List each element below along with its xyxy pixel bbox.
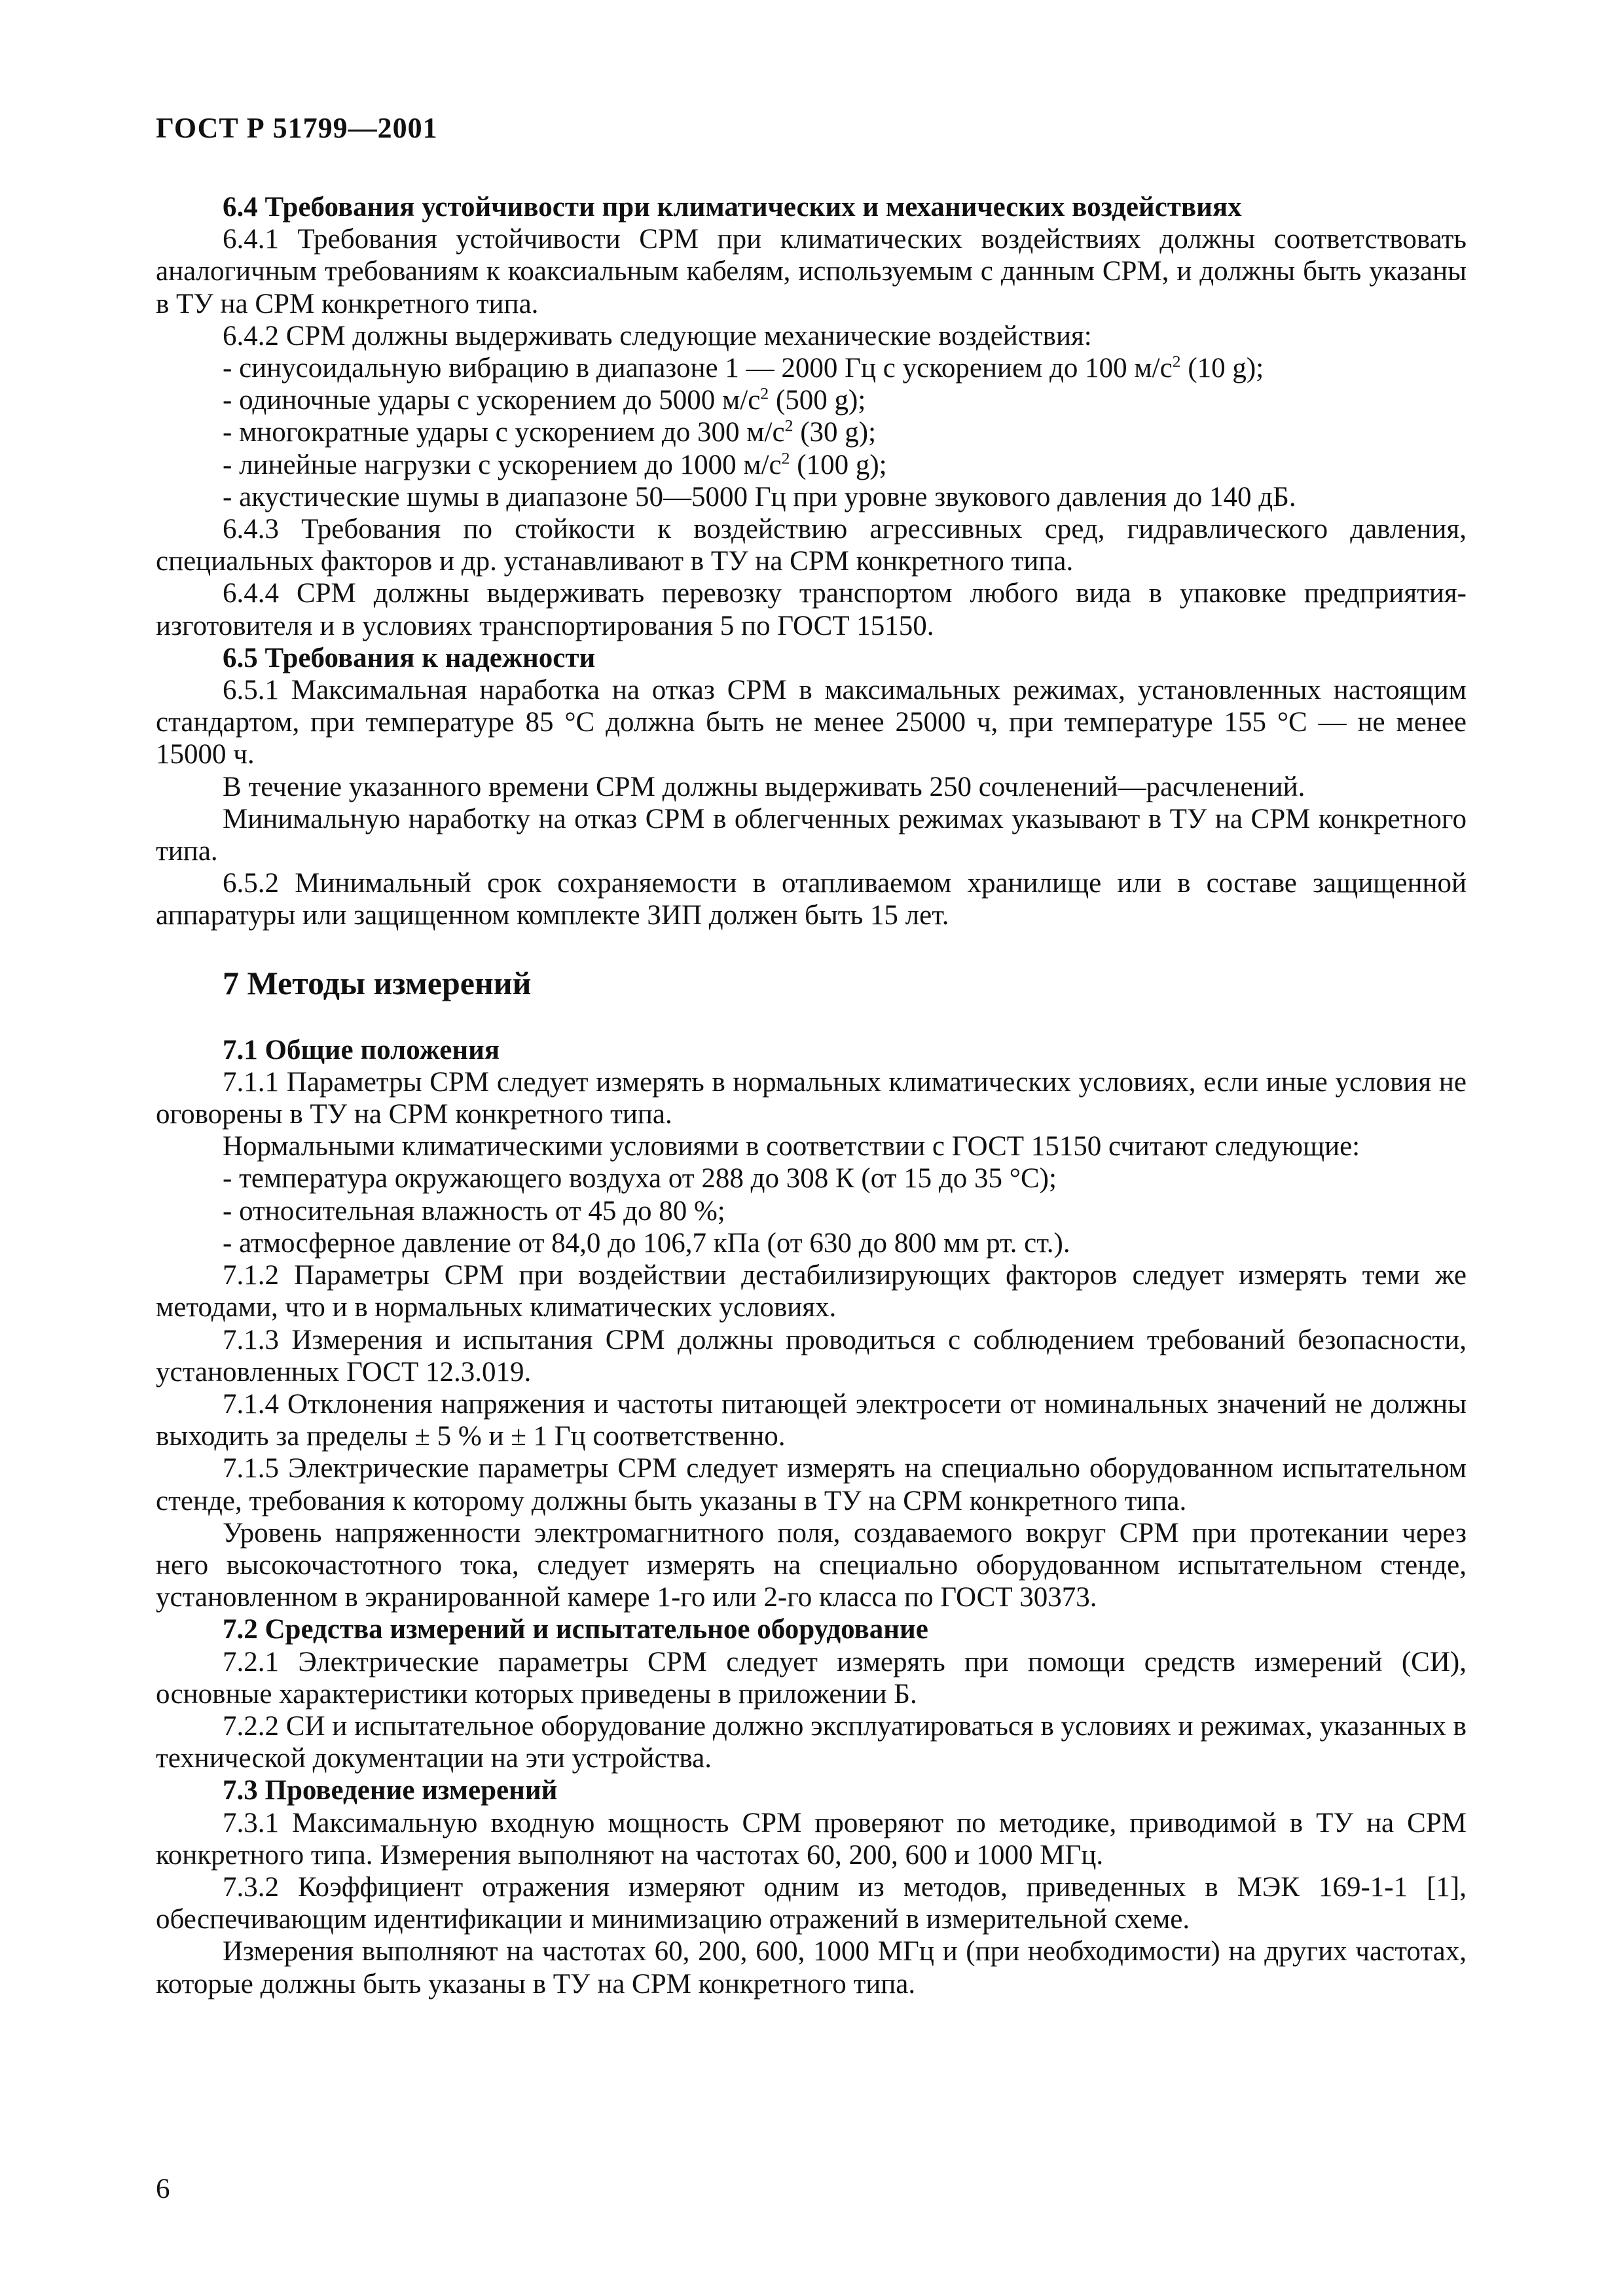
paragraph: 7.1.2 Параметры СРМ при воздействии дестабилизирующих факторов следует измерять теми же методами, что и в нормальных климатических условиях. (156, 1260, 1467, 1323)
superscript: 2 (781, 448, 790, 468)
paragraph: 7.3.2 Коэффициент отражения измеряют одним из методов, приведенных в МЭК 169-1-1 [1], обеспечивающим идентификации и минимизацию отражений в измерительной схеме. (156, 1871, 1467, 1935)
paragraph: В течение указанного времени СРМ должны выдерживать 250 сочленений—расчленений. (223, 771, 1305, 802)
paragraph: 6.5.2 Минимальный срок сохраняемости в отапливаемом хранилище или в составе защищенной аппаратуры или защищенном комплекте ЗИП должен быть 15 лет. (156, 868, 1467, 931)
list-item-text: - одиночные удары с ускорением до 5000 м/с (223, 385, 761, 416)
list-item-text: (100 g); (790, 449, 887, 480)
paragraph: Минимальную наработку на отказ СРМ в облегченных режимах указывают в ТУ на СРМ конкретного типа. (156, 803, 1467, 867)
list-item-text: (10 g); (1180, 353, 1264, 384)
list-item-text: (30 g); (793, 417, 877, 448)
paragraph: 6.5.1 Максимальная наработка на отказ СРМ в максимальных режимах, установленных настоящим стандартом, при температуре 85 °С должна быть не менее 25000 ч, при температуре 155 °С — не менее 15000 ч. (156, 675, 1467, 770)
list-item: - температура окружающего воздуха от 288 до 308 К (от 15 до 35 °С); (223, 1163, 1057, 1194)
list-item-text: (500 g); (769, 385, 866, 416)
list-item (156, 352, 1467, 384)
paragraph: Измерения выполняют на частотах 60, 200, 600, 1000 МГц и (при необходимости) на других частотах, которые должны быть указаны в ТУ на СРМ конкретного типа. (156, 1936, 1467, 2000)
list-item: - акустические шумы в диапазоне 50—5000 Гц при уровне звукового давления до 140 дБ. (223, 481, 1296, 512)
list-item: - относительная влажность от 45 до 80 %; (223, 1195, 725, 1227)
paragraph: 6.4.2 СРМ должны выдерживать следующие механические воздействия: (223, 320, 1092, 351)
subsection-heading: 6.4 Требования устойчивости при климатических и механических воздействиях (223, 192, 1242, 223)
paragraph: Уровень напряженности электромагнитного поля, создаваемого вокруг СРМ при протекании через него высокочастотного тока, следует измерять на специально оборудованном испытательном стенде, установленном в экранированной камере 1-го или 2-го класса по ГОСТ 30373. (156, 1517, 1467, 1613)
subsection-heading: 7.1 Общие положения (223, 1034, 500, 1066)
paragraph: 7.3.1 Максимальную входную мощность СРМ проверяют по методике, приводимой в ТУ на СРМ конкретного типа. Измерения выполняют на частотах 60, 200, 600 и 1000 МГц. (156, 1807, 1467, 1871)
list-item-text: - синусоидальную вибрацию в диапазоне 1 — 2000 Гц с ускорением до 100 м/с (223, 353, 1173, 384)
paragraph: 7.1.5 Электрические параметры СРМ следует измерять на специально оборудованном испытательном стенде, требования к которому должны быть указаны в ТУ на СРМ конкретного типа. (156, 1453, 1467, 1516)
paragraph: 7.1.3 Измерения и испытания СРМ должны проводиться с соблюдением требований безопасности, установленных ГОСТ 12.3.019. (156, 1324, 1467, 1388)
superscript: 2 (784, 416, 793, 436)
paragraph: 7.2.1 Электрические параметры СРМ следует измерять при помощи средств измерений (СИ), основные характеристики которых приведены в приложении Б. (156, 1646, 1467, 1710)
subsection-heading: 7.3 Проведение измерений (223, 1775, 558, 1806)
list-item (156, 449, 1467, 481)
subsection-heading: 7.2 Средства измерений и испытательное оборудование (223, 1614, 928, 1645)
subsection-heading: 6.5 Требования к надежности (223, 642, 596, 673)
paragraph: 7.1.1 Параметры СРМ следует измерять в нормальных климатических условиях, если иные условия не оговорены в ТУ на СРМ конкретного типа. (156, 1066, 1467, 1130)
paragraph: 7.2.2 СИ и испытательное оборудование должно эксплуатироваться в условиях и режимах, указанных в технической документации на эти устройства. (156, 1710, 1467, 1774)
superscript: 2 (760, 384, 769, 403)
document-header: ГОСТ Р 51799—2001 (156, 112, 438, 144)
paragraph: Нормальными климатическими условиями в соответствии с ГОСТ 15150 считают следующие: (223, 1131, 1360, 1162)
list-item-text: - линейные нагрузки с ускорением до 1000 м/с (223, 449, 782, 480)
page-number: 6 (156, 2174, 170, 2204)
paragraph: 7.1.4 Отклонения напряжения и частоты питающей электросети от номинальных значений не должны выходить за пределы ± 5 % и ± 1 Гц соответственно. (156, 1388, 1467, 1452)
paragraph: 6.4.4 СРМ должны выдерживать перевозку транспортом любого вида в упаковке предприятия-изготовителя и в условиях транспортирования 5 по ГОСТ 15150. (156, 578, 1467, 641)
paragraph: 6.4.3 Требования по стойкости к воздействию агрессивных сред, гидравлического давления, специальных факторов и др. устанавливают в ТУ на СРМ конкретного типа. (156, 514, 1467, 577)
paragraph: 6.4.1 Требования устойчивости СРМ при климатических воздействиях должны соответствовать аналогичным требованиям к коаксиальным кабелям, используемым с данным СРМ, и должны быть указаны в ТУ на СРМ конкретного типа. (156, 224, 1467, 319)
list-item (156, 384, 1467, 416)
superscript: 2 (1172, 351, 1181, 371)
document-body (156, 191, 1467, 2000)
section-heading: 7 Методы измерений (223, 964, 532, 1001)
list-item: - атмосферное давление от 84,0 до 106,7 кПа (от 630 до 800 мм рт. ст.). (223, 1227, 1070, 1259)
list-item-text: - многократные удары с ускорением до 300 м/с (223, 417, 785, 448)
list-item (156, 416, 1467, 448)
